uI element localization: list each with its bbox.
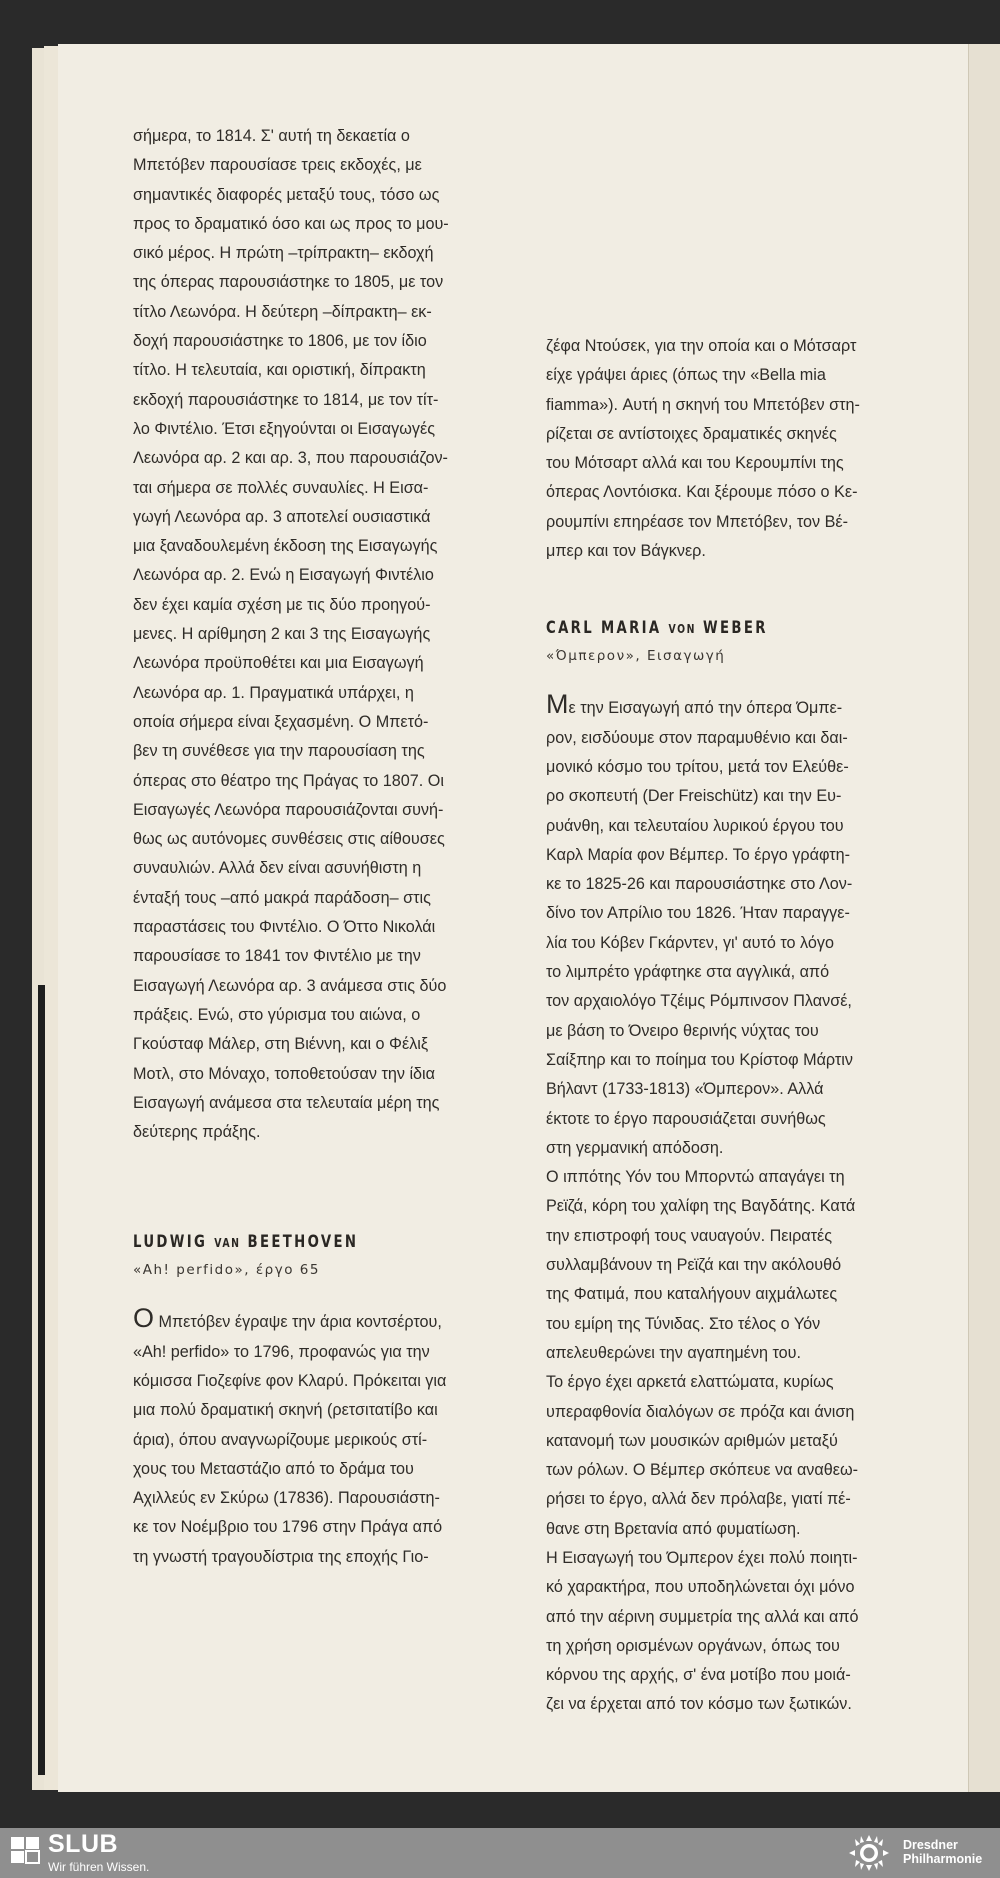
text-line: Ο ιππότης Υόν του Μπορντώ απαγάγει τη [546, 1168, 845, 1187]
text-line: Σαίξπηρ και το ποίημα του Κρίστοφ Μάρτιν [546, 1050, 854, 1069]
text-line: θανε στη Βρετανία από φυματίωση. [546, 1519, 801, 1538]
text-line: έκτοτε το έργο παρουσιάζεται συνήθως [546, 1109, 826, 1128]
text-line: χους του Μεταστάζιο από το δράμα του [133, 1459, 414, 1478]
text-line: Μοτλ, στο Μόναχο, τοποθετούσαν την ίδια [133, 1064, 436, 1083]
text-line: Εισαγωγή Λεωνόρα αρ. 3 ανάμεσα στις δύο [133, 976, 447, 995]
text-line: μια πολύ δραματική σκηνή (ρετσιτατίβο και [133, 1401, 438, 1420]
weber-heading [546, 616, 881, 667]
text-line: υπεραφθονία διαλόγων σε πρόζα και άνιση [546, 1402, 855, 1421]
text-line: του Μότσαρτ αλλά και του Κερουμπίνι της [546, 454, 844, 473]
beethoven-paragraph [133, 1303, 468, 1572]
library-tagline: Wir führen Wissen. [48, 1860, 150, 1874]
intro-paragraph [133, 122, 468, 1147]
text-line: λο Φιντέλιο. Έτσι εξηγούνται οι Εισαγωγές [133, 419, 436, 438]
text-line: παραστάσεις του Φιντέλιο. Ο Όττο Νικολάι [133, 918, 436, 937]
text-line: «Ah! perfido» το 1796, προφανώς για την [133, 1342, 430, 1361]
text-line: Εισαγωγές Λεωνόρα παρουσιάζονται συνή- [133, 800, 444, 819]
composer-name: CARL MARIA VON WEBER [546, 618, 768, 639]
text-line: δίνο τον Απρίλιο του 1826. Ήταν παραγγε- [546, 904, 850, 923]
text-line: κόρνου της αρχής, σ' ένα μοτίβο που μοιά- [546, 1666, 851, 1685]
text-line: Λεωνόρα αρ. 1. Πραγματικά υπάρχει, η [133, 683, 414, 702]
text-line: πράξεις. Ενώ, στο γύρισμα του αιώνα, ο [133, 1005, 421, 1024]
text-line: ζέφα Ντούσεκ, για την οποία και ο Μότσαρτ [546, 337, 857, 355]
text-line: σήμερα, το 1814. Σ' αυτή τη δεκαετία ο [133, 127, 410, 145]
text-line: Ρεϊζά, κόρη του χαλίφη της Βαγδάτης. Κατά [546, 1197, 856, 1216]
book-binding [38, 985, 45, 1775]
text-line: συναυλιών. Αλλά δεν είναι ασυνήθιστη η [133, 859, 422, 878]
text-line: Λεωνόρα αρ. 2 και αρ. 3, που παρουσιάζον- [133, 449, 448, 468]
text-line: στη γερμανική απόδοση. [546, 1138, 724, 1157]
text-line: μια ξαναδουλεμένη έκδοση της Εισαγωγής [133, 537, 438, 556]
text-line: τον αρχαιολόγο Τζέιμς Ρόμπινσον Πλανσέ, [546, 992, 852, 1011]
text-line: σημαντικές διαφορές μεταξύ τους, τόσο ως [133, 185, 440, 204]
text-line: Λεωνόρα προϋποθέτει και μια Εισαγωγή [133, 654, 424, 673]
text-line: ρο σκοπευτή (Der Freischütz) και την Ευ- [546, 787, 842, 806]
text-line: όπερας Λοντόισκα. Και ξέρουμε πόσο ο Κε- [546, 483, 858, 502]
text-line: Καρλ Μαρία φον Βέμπερ. Το έργο γράφτη- [546, 845, 851, 864]
text-line: κό χαρακτήρα, που υποδηλώνεται όχι μόνο [546, 1578, 855, 1597]
left-column [133, 122, 468, 1572]
text-line: μονικό κόσμο του τρίτου, μετά τον Ελεύθε- [546, 757, 849, 776]
text-line: Το έργο έχει αρκετά ελαττώματα, κυρίως [546, 1373, 834, 1392]
text-line: άρια), όπου αναγνωρίζουμε μερικούς στί- [133, 1430, 428, 1449]
text-line: βεν τη συνέθεσε για την παρουσίαση της [133, 742, 425, 761]
text-line: τη χρήση ορισμένων οργάνων, όπως του [546, 1636, 840, 1655]
text-line: θως ως αυτόνομες συνθέσεις στις αίθουσες [133, 830, 445, 849]
text-line: όπερας στο θέατρο της Πράγας το 1807. Οι [133, 771, 444, 790]
facing-page-edge [968, 44, 1000, 1792]
text-line: κόμισσα Γιοζεφίνε φον Κλαρύ. Πρόκειται για [133, 1371, 447, 1390]
text-line: μενες. Η αρίθμηση 2 και 3 της Εισαγωγής [133, 625, 431, 644]
text-line: Εισαγωγή ανάμεσα στα τελευταία μέρη της [133, 1093, 440, 1112]
text-line: δεν έχει καμία σχέση με τις δύο προηγού- [133, 595, 431, 614]
text-line: κατανομή των μουσικών αριθμών μεταξύ [546, 1431, 838, 1450]
text-line: ζει να έρχεται από τον κόσμο των ξωτικών. [546, 1695, 852, 1714]
text-line: τίτλο. Η τελευταία, και οριστική, δίπρακτη [133, 361, 426, 380]
text-line: Ο Μπετόβεν έγραψε την άρια κοντσέρτου, [133, 1303, 442, 1334]
text-line: των ρόλων. Ο Βέμπερ σκόπευε να αναθεω- [546, 1461, 859, 1480]
text-line: εκδοχή παρουσιάστηκε το 1814, με τον τίτ- [133, 390, 439, 409]
text-line: ρυάνθη, και τελευταίου λυρικού έργου του [546, 816, 844, 835]
composer-name: LUDWIG VAN BEETHOVEN [133, 1232, 359, 1253]
text-line: Βήλαντ (1733-1813) «Όμπερον». Αλλά [546, 1080, 824, 1099]
text-line: ένταξή τους –από μακρά παράδοση– στις [133, 888, 431, 907]
text-line: της όπερας παρουσιάστηκε το 1805, με τον [133, 273, 444, 292]
text-line: του εμίρη της Τύνιδας. Στο τέλος ο Υόν [546, 1314, 821, 1333]
text-line: από την αέρινη συμμετρία της αλλά και από [546, 1607, 859, 1626]
text-line: Αχιλλεύς εν Σκύρω (17836). Παρουσιάστη- [133, 1489, 440, 1508]
text-line: Λεωνόρα αρ. 2. Ενώ η Εισαγωγή Φιντέλιο [133, 566, 434, 585]
weber-paragraph [546, 689, 881, 1719]
work-subtitle: «Ah! perfido», έργο 65 [133, 1262, 320, 1279]
text-line: δεύτερης πράξης. [133, 1123, 261, 1142]
text-line: Γκούσταφ Μάλερ, στη Βιέννη, και ο Φέλιξ [133, 1035, 429, 1054]
footer-bar [0, 1828, 1000, 1878]
text-line: προς το δραματικό όσο και ως προς το μου- [133, 214, 449, 233]
text-line: είχε γράψει άριες (όπως την «Bella mia [546, 366, 826, 385]
text-line: με βάση το Όνειρο θερινής νύχτας του [546, 1021, 819, 1040]
text-line: Μπετόβεν παρουσίασε τρεις εκδοχές, με [133, 156, 422, 175]
text-line: σικό μέρος. Η πρώτη –τρίπρακτη– εκδοχή [133, 244, 434, 263]
text-line: γωγή Λεωνόρα αρ. 3 αποτελεί ουσιαστικά [133, 507, 431, 526]
orchestra-name: Dresdner Philharmonie [903, 1838, 983, 1866]
text-line: κε το 1825-26 και παρουσιάστηκε στο Λον- [546, 875, 853, 894]
text-line: παρουσίασε το 1841 τον Φιντέλιο με την [133, 947, 421, 966]
text-line: δοχή παρουσιάστηκε το 1806, με τον ίδιο [133, 332, 427, 351]
slub-logo-icon [10, 1836, 40, 1864]
right-column [546, 332, 881, 1720]
philharmonie-logo-icon [842, 1831, 896, 1875]
text-line: την επιστροφή τους ναυαγούν. Πειρατές [546, 1226, 833, 1245]
text-line: Η Εισαγωγή του Όμπερον έχει πολύ ποιητι- [546, 1548, 858, 1567]
continuation-paragraph [546, 332, 881, 566]
text-line: ρον, εισδύουμε στον παραμυθένιο και δαι- [546, 728, 848, 747]
beethoven-heading [133, 1230, 468, 1281]
text-line: οποία σήμερα είναι ξεχασμένη. Ο Μπετό- [133, 712, 429, 731]
text-line: τη γνωστή τραγουδίστρια της εποχής Γιο- [133, 1547, 429, 1566]
text-line: ρουμπίνι επηρέασε τον Μπετόβεν, τον Βέ- [546, 512, 849, 531]
text-line: μπερ και τον Βάγκνερ. [546, 542, 706, 561]
text-line: λία του Κόβεν Γκάρντεν, γι' αυτό το λόγο [546, 933, 834, 952]
text-line: τίτλο Λεωνόρα. Η δεύτερη –δίπρακτη– εκ- [133, 302, 432, 321]
text-line: απελευθερώνει την αγαπημένη του. [546, 1343, 802, 1362]
work-subtitle: «Όμπερον», Εισαγωγή [546, 648, 726, 665]
text-line: ται σήμερα σε πολλές συναυλίες. Η Εισα- [133, 478, 429, 497]
text-line: fiamma»). Αυτή η σκηνή του Μπετόβεν στη- [546, 395, 860, 414]
text-line: συλλαμβάνουν τη Ρεϊζά και την ακόλουθό [546, 1256, 842, 1275]
text-line: κε τον Νοέμβριο του 1796 στην Πράγα από [133, 1518, 443, 1537]
library-name: SLUB [48, 1830, 119, 1858]
text-line: το λιμπρέτο γράφτηκε στα αγγλικά, από [546, 963, 830, 982]
text-line: ρίζεται σε αντίστοιχες δραματικές σκηνές [546, 424, 837, 443]
text-line: της Φατιμά, που καταλήγουν αιχμάλωτες [546, 1285, 838, 1304]
text-line: ρήσει το έργο, αλλά δεν πρόλαβε, γιατί πέ- [546, 1490, 851, 1509]
text-line: Με την Εισαγωγή από την όπερα Όμπε- [546, 689, 843, 720]
